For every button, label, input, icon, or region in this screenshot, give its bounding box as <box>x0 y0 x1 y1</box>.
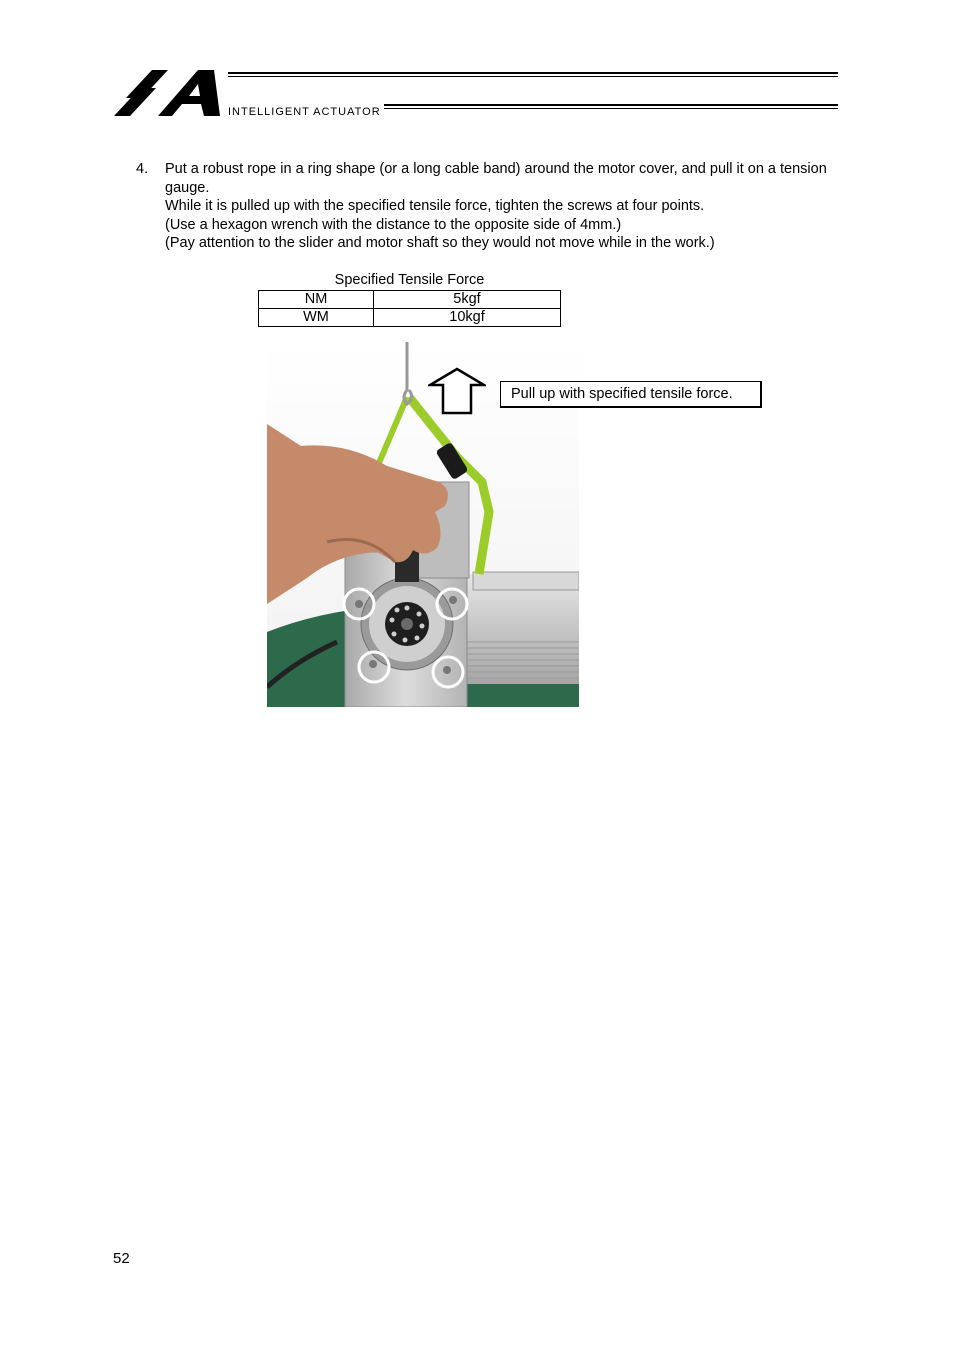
header-rule-top-1 <box>228 72 838 74</box>
table-cell-force: 10kgf <box>374 309 561 327</box>
step-number: 4. <box>136 161 149 177</box>
header-rule-top-2 <box>228 76 838 77</box>
page-number: 52 <box>113 1250 130 1267</box>
tensile-force-table <box>258 290 561 327</box>
iai-logo <box>112 68 222 118</box>
table-cell-model: WM <box>259 309 374 327</box>
pull-up-arrow-icon <box>428 367 486 415</box>
table-cell-force: 5kgf <box>374 291 561 309</box>
step-line: (Use a hexagon wrench with the distance to the opposite side of 4mm.) <box>165 216 622 233</box>
brand-text: INTELLIGENT ACTUATOR <box>228 106 381 118</box>
step-line: (Pay attention to the slider and motor shaft so they would not move while in the work.) <box>165 235 715 251</box>
table-row <box>259 291 561 309</box>
step-line: While it is pulled up with the specified tensile force, tighten the screws at four points. <box>165 198 705 214</box>
table-row <box>259 309 561 327</box>
pull-up-callout: Pull up with specified tensile force. <box>500 381 762 408</box>
step-line: Put a robust rope in a ring shape (or a long cable band) around the motor cover, and pull it on a tension gauge. <box>165 161 827 196</box>
header-rule-bottom-2 <box>384 108 838 109</box>
header-rule-bottom-1 <box>384 104 838 106</box>
pulley-shaft <box>401 618 413 630</box>
table-title: Specified Tensile Force <box>334 272 485 288</box>
actuator-slider <box>473 572 579 590</box>
instruction-step <box>136 160 846 253</box>
table-cell-model: NM <box>259 291 374 309</box>
